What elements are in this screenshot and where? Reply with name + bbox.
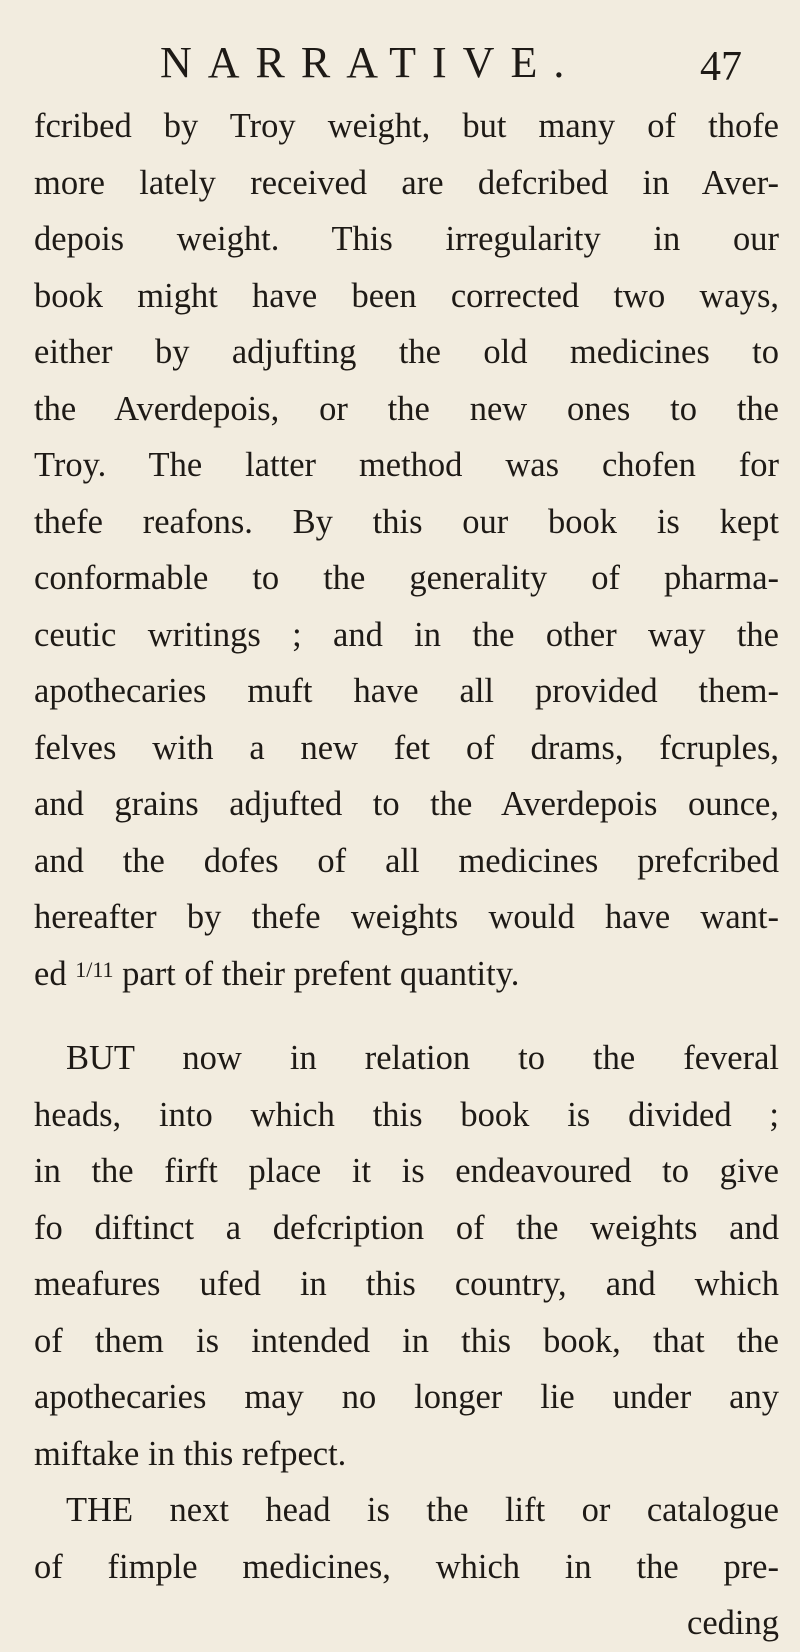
text-line: thefe reafons. By this our book is kept [34, 502, 779, 541]
text-line: THE next head is the lift or catalogue [66, 1491, 779, 1529]
text-line: ceutic writings ; and in the other way the [34, 615, 779, 654]
paragraph-2 [34, 1030, 779, 1482]
fraction: 1/11 [75, 956, 114, 982]
text-line: either by adjufting the old medicines to [34, 333, 779, 371]
paragraph-gap [34, 1002, 779, 1030]
text-line: heads, into which this book is divided ; [34, 1095, 779, 1134]
text-line: miftake in this refpect. [34, 1434, 347, 1473]
catchword: ceding [687, 1604, 779, 1642]
text-line: book might have been corrected two ways, [34, 276, 779, 315]
text-line: apothecaries may no longer lie under any [34, 1378, 779, 1416]
text-line: BUT now in relation to the feveral [66, 1039, 779, 1077]
text-line: felves with a new fet of drams, fcruples, [34, 728, 779, 767]
text-line: in the firft place it is endeavoured to give [34, 1152, 779, 1190]
text-line: fcribed by Troy weight, but many of thofe [34, 107, 779, 145]
body-text [34, 98, 779, 1652]
text-line: and the dofes of all medicines prefcribed [34, 841, 779, 880]
text-line: conformable to the generality of pharma- [34, 559, 779, 597]
line-end: part of their prefent quantity. [122, 954, 520, 993]
paragraph-1 [34, 98, 779, 1002]
text-line: more lately received are defcribed in Aver- [34, 163, 779, 202]
text-line: meafures ufed in this country, and which [34, 1265, 779, 1303]
running-title: NARRATIVE. [160, 38, 581, 87]
page-number: 47 [700, 44, 742, 90]
text-line [34, 946, 779, 1003]
paragraph-3 [34, 1482, 779, 1652]
text-line: apothecaries muft have all provided them- [34, 672, 779, 710]
text-line: of them is intended in this book, that the [34, 1321, 779, 1360]
text-line: depois weight. This irregularity in our [34, 220, 779, 258]
line-start: ed [34, 954, 67, 993]
text-line: fo diftinct a defcription of the weights and [34, 1208, 779, 1247]
text-line: the Averdepois, or the new ones to the [34, 389, 779, 428]
text-line: and grains adjufted to the Averdepois ounce, [34, 785, 779, 823]
text-line: Troy. The latter method was chofen for [34, 446, 779, 484]
text-line: of fimple medicines, which in the pre- [34, 1547, 779, 1586]
text-line: hereafter by thefe weights would have want- [34, 898, 779, 936]
